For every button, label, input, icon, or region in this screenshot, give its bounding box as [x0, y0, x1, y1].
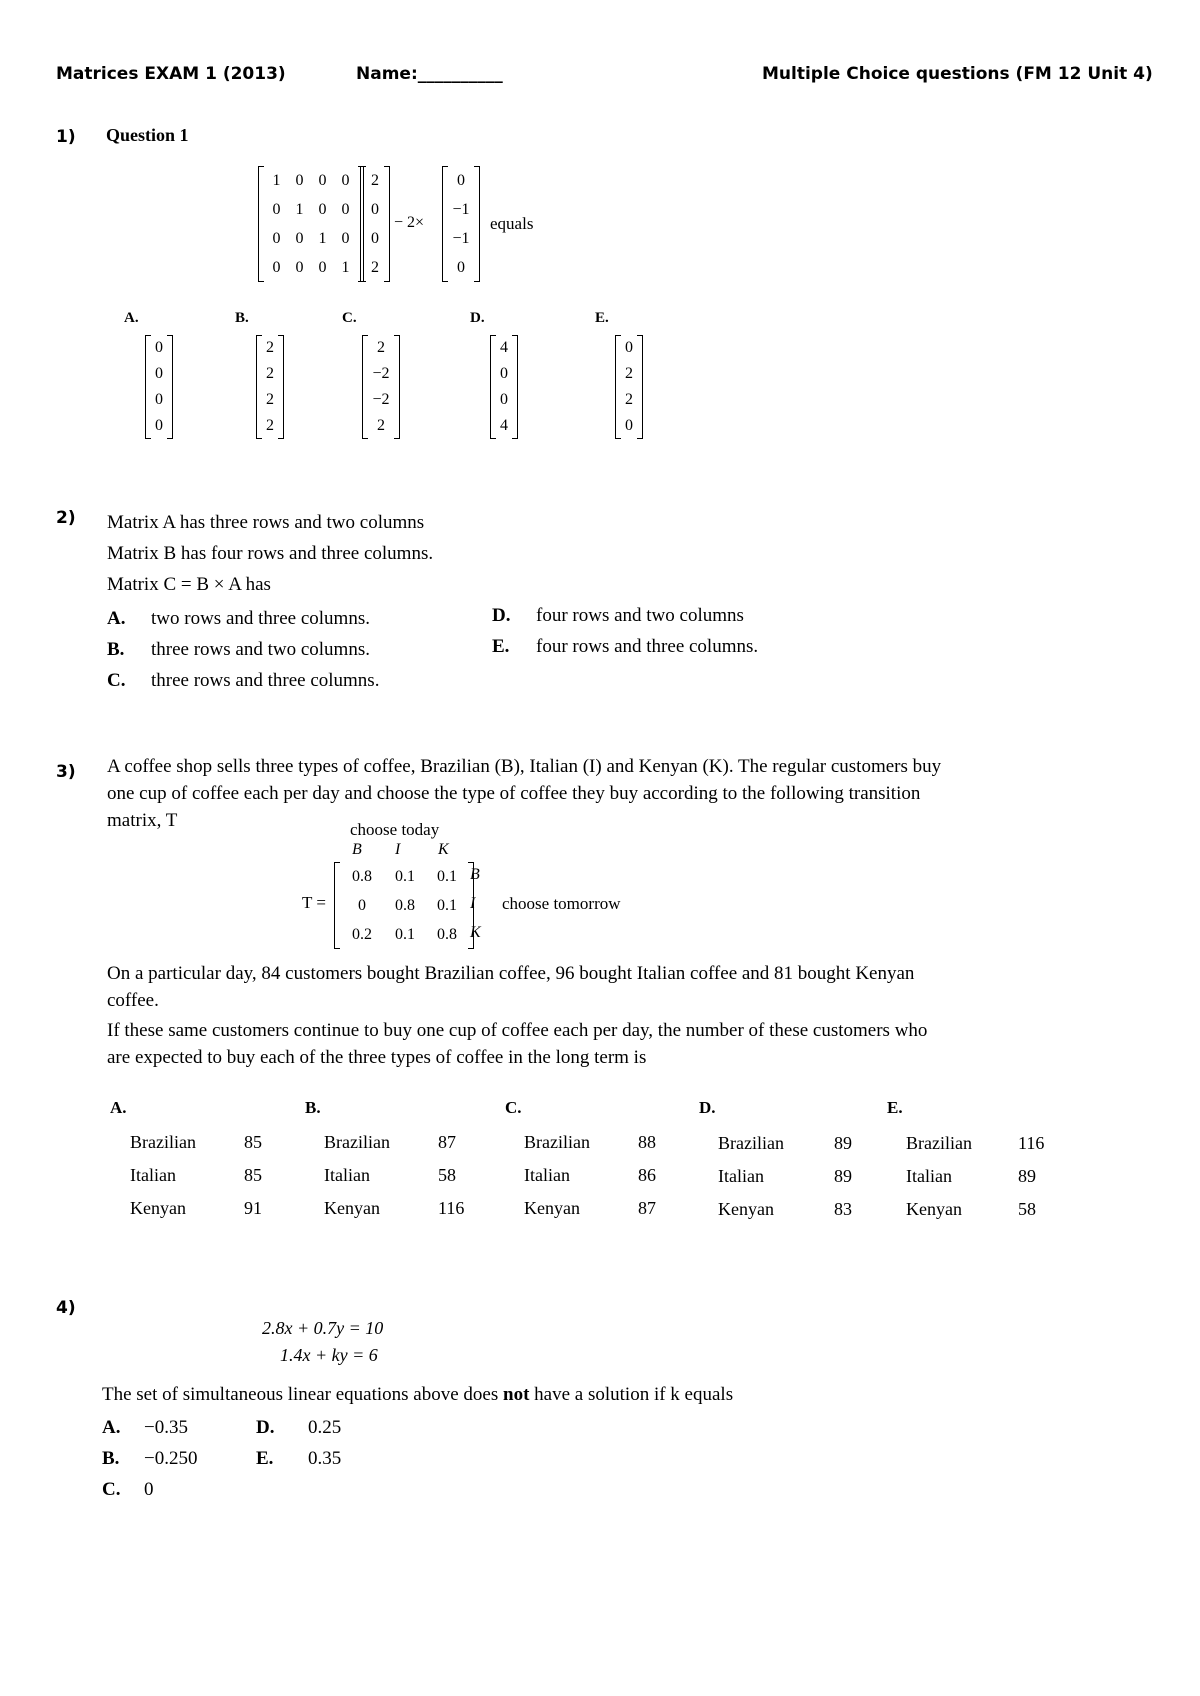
option-value: 85 — [244, 1165, 262, 1185]
option-label: Brazilian — [524, 1132, 590, 1152]
matrix-cell: 0.1 — [437, 896, 457, 914]
q3-option-c-table[interactable] — [524, 1126, 656, 1225]
name-label: Name:__________ — [356, 64, 503, 84]
option-value: 116 — [438, 1198, 465, 1218]
matrix-cell: 0.1 — [437, 867, 457, 885]
option-value: 85 — [244, 1132, 262, 1152]
matrix-cell: −1 — [452, 229, 470, 247]
matrix-cell: 1 — [295, 200, 304, 218]
option-value: 87 — [438, 1132, 456, 1152]
q4-options-left — [102, 1412, 197, 1505]
q3-number: 3) — [56, 762, 76, 782]
q1-equals: equals — [490, 214, 534, 233]
matrix-cell: 0.8 — [352, 867, 372, 885]
option-letter: E. — [256, 1447, 274, 1469]
option-letter: B. — [102, 1447, 120, 1469]
option-value: 83 — [834, 1199, 852, 1219]
q2-number: 2) — [56, 508, 76, 528]
q3-para2-line: If these same customers continue to buy one cup of coffee each per day, the number of these customers who — [107, 1020, 928, 1041]
matrix-cell: 0 — [341, 229, 350, 247]
matrix-cell: 0 — [625, 417, 633, 434]
matrix-cell: 0.1 — [395, 867, 415, 885]
option-value: 91 — [244, 1198, 262, 1218]
matrix-cell: 0 — [155, 417, 163, 434]
q1-option-b-vector[interactable] — [256, 335, 284, 439]
matrix-cell: 0 — [155, 365, 163, 382]
option-value: 116 — [1018, 1133, 1045, 1153]
q3-option-letter: D. — [699, 1098, 716, 1117]
q1-option-c-vector[interactable] — [362, 335, 400, 439]
q1-option-a-vector[interactable] — [145, 335, 173, 439]
q3-matrix-top-label: choose today — [350, 820, 440, 839]
option-value: 89 — [834, 1166, 852, 1186]
matrix-cell: 2 — [266, 391, 274, 408]
option-label: Kenyan — [906, 1199, 962, 1219]
q1-option-letter: E. — [595, 310, 609, 326]
q1-option-d-vector[interactable] — [490, 335, 518, 439]
option-label: Italian — [324, 1165, 370, 1185]
q1-option-letter: A. — [124, 310, 139, 326]
q1-identity-matrix — [258, 166, 364, 282]
q1-heading: Question 1 — [106, 125, 189, 145]
q3-row-label: I — [470, 895, 476, 912]
matrix-cell: −1 — [452, 200, 470, 218]
matrix-cell: 0 — [155, 391, 163, 408]
option-letter: A. — [102, 1416, 121, 1438]
matrix-cell: −2 — [372, 391, 390, 408]
q3-para1-line: On a particular day, 84 customers bought Brazilian coffee, 96 bought Italian coffee and 81 bought Kenyan — [107, 963, 915, 984]
q1-vector-2 — [442, 166, 480, 282]
q3-option-e-table[interactable] — [906, 1127, 1044, 1226]
option-letter: C. — [102, 1478, 121, 1500]
q4-option-b[interactable] — [102, 1443, 197, 1474]
option-letter: B. — [107, 638, 125, 660]
q3-side-label: choose tomorrow — [502, 894, 621, 913]
matrix-cell: 0 — [341, 200, 350, 218]
q4-option-e[interactable] — [256, 1443, 341, 1474]
q2-line: Matrix A has three rows and two columns — [107, 512, 425, 533]
q4-equation-1: 2.8x + 0.7y = 10 — [262, 1318, 384, 1338]
option-label: Italian — [130, 1165, 176, 1185]
matrix-cell: 2 — [377, 339, 385, 356]
q1-operator: − 2× — [394, 214, 425, 231]
q4-prompt-pre: The set of simultaneous linear equations above does — [102, 1384, 504, 1405]
option-label: Brazilian — [324, 1132, 390, 1152]
option-letter: D. — [492, 604, 511, 626]
q2-option-a[interactable] — [107, 603, 379, 634]
q3-para2-line: are expected to buy each of the three types of coffee in the long term is — [107, 1047, 647, 1068]
option-text: four rows and two columns — [536, 604, 744, 626]
matrix-cell: 0.8 — [437, 925, 457, 943]
matrix-cell: −2 — [372, 365, 390, 382]
option-label: Kenyan — [130, 1198, 186, 1218]
matrix-cell: 0 — [318, 258, 327, 276]
q2-line: Matrix B has four rows and three columns. — [107, 543, 434, 564]
matrix-cell: 0 — [371, 200, 379, 218]
matrix-cell: 4 — [500, 417, 508, 434]
q3-option-letter: A. — [110, 1098, 127, 1117]
q2-option-d[interactable] — [492, 600, 758, 631]
matrix-cell: 0 — [318, 200, 327, 218]
matrix-cell: 2 — [266, 417, 274, 434]
option-letter: D. — [256, 1416, 275, 1438]
option-label: Brazilian — [718, 1133, 784, 1153]
option-label: Italian — [906, 1166, 952, 1186]
option-label: Kenyan — [718, 1199, 774, 1219]
q3-option-a-table[interactable] — [130, 1126, 262, 1225]
option-label: Kenyan — [324, 1198, 380, 1218]
matrix-cell: 0 — [500, 391, 508, 408]
exam-title: Matrices EXAM 1 (2013) — [56, 64, 286, 84]
matrix-cell: 0 — [295, 229, 304, 247]
option-text: four rows and three columns. — [536, 635, 759, 657]
q2-line: Matrix C = B × A has — [107, 574, 271, 595]
matrix-cell: 0 — [318, 171, 327, 189]
q4-options-right — [256, 1412, 341, 1474]
matrix-cell: 0 — [358, 896, 366, 914]
header-right: Multiple Choice questions (FM 12 Unit 4) — [762, 64, 1153, 84]
q1-option-letter: D. — [470, 310, 485, 326]
q3-col-label: I — [395, 841, 401, 858]
q1-option-letter: C. — [342, 310, 357, 326]
option-value: −0.250 — [144, 1447, 198, 1469]
option-text: three rows and three columns. — [151, 669, 380, 691]
option-value: 89 — [834, 1133, 852, 1153]
matrix-cell: 0.2 — [352, 925, 372, 943]
q4-equation-2: 1.4x + ky = 6 — [280, 1345, 378, 1365]
option-value: 89 — [1018, 1166, 1036, 1186]
q4-option-a[interactable] — [102, 1412, 197, 1443]
matrix-cell: 0 — [295, 258, 304, 276]
q3-option-letter: C. — [505, 1098, 522, 1117]
option-value: 58 — [438, 1165, 456, 1185]
option-label: Brazilian — [906, 1133, 972, 1153]
matrix-cell: 0 — [272, 258, 281, 276]
option-value: 58 — [1018, 1199, 1036, 1219]
matrix-cell: 4 — [500, 339, 508, 356]
q4-prompt-bold: not — [503, 1384, 530, 1405]
q1-vector-1 — [360, 166, 390, 282]
q2-options-right — [492, 600, 758, 662]
q4-prompt — [102, 1384, 733, 1406]
option-value: 87 — [638, 1198, 656, 1218]
q3-col-label: B — [352, 841, 362, 858]
matrix-cell: 0 — [500, 365, 508, 382]
q3-row-label: K — [470, 924, 481, 941]
q3-row-label: B — [470, 866, 480, 883]
q4-prompt-post: have a solution if k equals — [529, 1384, 734, 1405]
q1-number: 1) — [56, 127, 76, 147]
matrix-cell: 2 — [625, 391, 633, 408]
matrix-cell: 2 — [377, 417, 385, 434]
matrix-cell: 0 — [457, 171, 465, 189]
matrix-cell: 0 — [155, 339, 163, 356]
matrix-cell: 0 — [371, 229, 379, 247]
matrix-cell: 0 — [341, 171, 350, 189]
q3-col-label: K — [438, 841, 449, 858]
option-text: two rows and three columns. — [151, 607, 370, 629]
option-label: Italian — [524, 1165, 570, 1185]
option-letter: E. — [492, 635, 510, 657]
q4-option-c[interactable] — [102, 1474, 197, 1505]
q3-option-letter: E. — [887, 1098, 903, 1117]
q2-options-left — [107, 603, 379, 696]
matrix-cell: 2 — [371, 258, 379, 276]
option-value: 0.35 — [308, 1447, 342, 1469]
q3-option-b-table[interactable] — [324, 1126, 464, 1225]
matrix-cell: 2 — [266, 339, 274, 356]
option-value: 86 — [638, 1165, 656, 1185]
option-letter: C. — [107, 669, 126, 691]
q3-intro-line: one cup of coffee each per day and choose the type of coffee they buy according to the following transition — [107, 783, 921, 804]
option-value: −0.35 — [144, 1416, 188, 1438]
matrix-cell: 1 — [341, 258, 350, 276]
matrix-cell: 2 — [266, 365, 274, 382]
matrix-cell: 0 — [272, 229, 281, 247]
matrix-cell: 0 — [272, 200, 281, 218]
q1-option-e-vector[interactable] — [615, 335, 643, 439]
q2-option-b[interactable] — [107, 634, 379, 665]
q4-option-d[interactable] — [256, 1412, 341, 1443]
option-label: Italian — [718, 1166, 764, 1186]
option-value: 0 — [144, 1478, 154, 1500]
q3-transition-matrix — [334, 862, 474, 949]
option-label: Brazilian — [130, 1132, 196, 1152]
q2-option-e[interactable] — [492, 631, 758, 662]
matrix-cell: 2 — [371, 171, 379, 189]
q3-matrix-name: T = — [302, 893, 326, 912]
matrix-cell: 2 — [625, 365, 633, 382]
matrix-cell: 0 — [295, 171, 304, 189]
matrix-cell: 0 — [457, 258, 465, 276]
matrix-cell: 1 — [272, 171, 281, 189]
q3-intro-line: A coffee shop sells three types of coffee, Brazilian (B), Italian (I) and Kenyan (K). The regular customers buy — [107, 756, 942, 777]
option-value: 88 — [638, 1132, 656, 1152]
option-value: 0.25 — [308, 1416, 342, 1438]
matrix-cell: 1 — [318, 229, 327, 247]
q3-intro-line: matrix, T — [107, 810, 178, 831]
q3-para1-line: coffee. — [107, 990, 159, 1011]
q3-option-d-table[interactable] — [718, 1127, 852, 1226]
matrix-cell: 0.8 — [395, 896, 415, 914]
matrix-cell: 0 — [625, 339, 633, 356]
option-label: Kenyan — [524, 1198, 580, 1218]
q1-option-letter: B. — [235, 310, 249, 326]
q3-option-letter: B. — [305, 1098, 321, 1117]
q2-option-c[interactable] — [107, 665, 379, 696]
q4-number: 4) — [56, 1298, 76, 1318]
matrix-cell: 0.1 — [395, 925, 415, 943]
option-text: three rows and two columns. — [151, 638, 370, 660]
option-letter: A. — [107, 607, 126, 629]
